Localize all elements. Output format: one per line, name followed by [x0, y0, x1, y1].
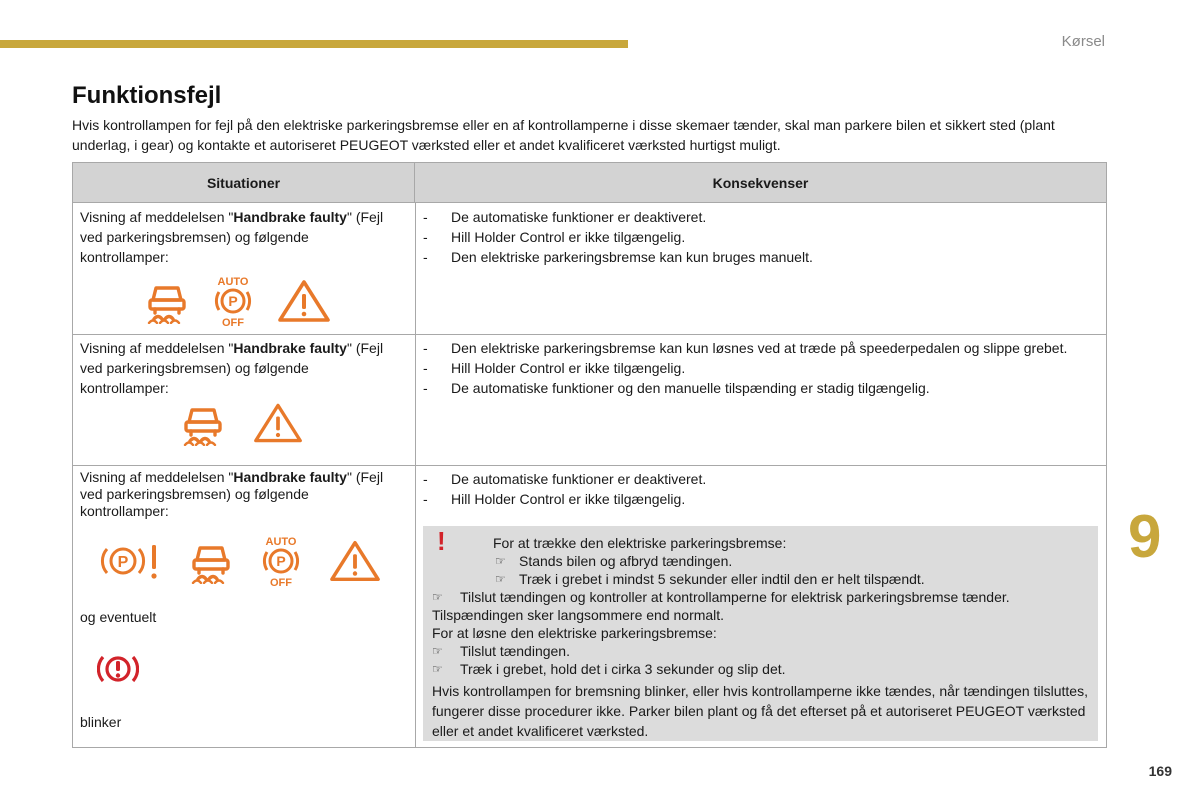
skid-control-icon [189, 538, 233, 589]
pointing-hand-icon: ☞ [495, 554, 506, 568]
section-name: Kørsel [1061, 33, 1105, 50]
procedure-note-box [423, 526, 1098, 741]
consequences-list-1 [423, 207, 1073, 267]
note-step [432, 588, 1088, 606]
brake-warning-icon [97, 651, 139, 692]
pointing-hand-icon: ☞ [432, 662, 443, 676]
situation-suffix: " (Fejl ved parkeringsbremsen) og følgende kontrollamper: [80, 469, 384, 519]
page-title: Funktionsfejl [72, 82, 222, 109]
p-label: P [117, 554, 129, 571]
header-accent-bar [0, 40, 628, 48]
indicator-icons-row-2 [181, 400, 303, 451]
note-step [432, 552, 1088, 570]
warning-triangle-icon [253, 400, 303, 451]
row-divider [73, 334, 1106, 335]
situation-prefix: Visning af meddelelsen " [80, 469, 234, 485]
note-line: For at løsne den elektriske parkeringsbremse: [432, 625, 717, 641]
list-item: - Den elektriske parkeringsbremse kan kun løsnes ved at træde på speederpedalen og slippe grebet. [423, 338, 1073, 358]
warning-triangle-icon [329, 538, 381, 589]
column-header-situations: Situationer [73, 163, 415, 203]
fault-table [72, 162, 1107, 748]
list-item: - Hill Holder Control er ikke tilgængelig. [423, 227, 1073, 247]
indicator-icons-row-1 [145, 275, 331, 332]
column-header-consequences: Konsekvenser [415, 163, 1106, 203]
pointing-hand-icon: ☞ [495, 572, 506, 586]
list-item: - De automatiske funktioner er deaktiveret. [423, 207, 1073, 227]
optional-note: og eventuelt [80, 609, 157, 625]
skid-control-icon [181, 400, 225, 451]
warning-triangle-icon [277, 278, 331, 329]
auto-parking-brake-off-icon [211, 275, 255, 332]
intro-paragraph: Hvis kontrollampen for fejl på den elektriske parkeringsbremse eller en af kontrollamperne i disse skemaer tænder, skal man parkere bilen et sikkert sted (plant underlag, i gear) og kontakte et autoriseret PEUGEOT værksted eller et andet kvalificeret værksted hurtigst muligt. [72, 117, 1055, 153]
note-line: Tilspændingen sker langsommere end normalt. [432, 607, 725, 623]
page-number: 169 [1148, 763, 1172, 779]
note-line: For at trække den elektriske parkeringsbremse: [493, 535, 787, 551]
list-item: - De automatiske funktioner og den manuelle tilspænding er stadig tilgængelig. [423, 378, 1073, 398]
situation-text-1 [80, 207, 395, 267]
note-final-paragraph: Hvis kontrollampen for bremsning blinker, eller hvis kontrollamperne ikke tændes, når tændingen tilsluttes, fungerer disse procedurer ikke. Parker bilen plant og få det efterset på et autoriseret PEUGEOT værksted eller et andet kvalificeret værksted. [432, 683, 1088, 739]
indicator-icons-row-3b [97, 651, 139, 692]
note-step [432, 642, 1088, 660]
situation-text-2 [80, 338, 395, 398]
note-step-text: Træk i grebet i mindst 5 sekunder eller indtil den er helt tilspændt. [519, 571, 925, 587]
parking-brake-fault-icon [99, 539, 163, 588]
off-label: OFF [222, 317, 244, 327]
row-divider [73, 465, 1106, 466]
note-step [432, 570, 1088, 588]
off-label: OFF [270, 577, 292, 587]
exclamation-icon: ! [437, 526, 446, 556]
indicator-icons-row-3 [99, 535, 381, 592]
situation-prefix: Visning af meddelelsen " [80, 209, 234, 225]
chapter-number: 9 [1128, 503, 1162, 570]
message-name: Handbrake faulty [233, 340, 347, 356]
situation-suffix: " (Fejl ved parkeringsbremsen) og følgende kontrollamper: [80, 340, 384, 396]
auto-label: AUTO [217, 276, 249, 288]
message-name: Handbrake faulty [233, 469, 347, 485]
column-divider [415, 203, 416, 747]
consequences-list-2 [423, 338, 1073, 398]
auto-parking-brake-off-icon [259, 535, 303, 592]
situation-prefix: Visning af meddelelsen " [80, 340, 234, 356]
note-step-text: Træk i grebet, hold det i cirka 3 sekunder og slip det. [460, 661, 786, 677]
pointing-hand-icon: ☞ [432, 590, 443, 604]
auto-label: AUTO [265, 536, 297, 548]
note-step-text: Tilslut tændingen. [460, 643, 570, 659]
list-item: - De automatiske funktioner er deaktiveret. [423, 469, 1073, 489]
message-name: Handbrake faulty [233, 209, 347, 225]
situation-suffix: " (Fejl ved parkeringsbremsen) og følgende kontrollamper: [80, 209, 384, 265]
p-label: P [228, 293, 238, 309]
note-step [432, 660, 1088, 678]
list-item: - Hill Holder Control er ikke tilgængelig. [423, 489, 1073, 509]
list-item: - Den elektriske parkeringsbremse kan kun bruges manuelt. [423, 247, 1073, 267]
blinker-note: blinker [80, 714, 122, 730]
pointing-hand-icon: ☞ [432, 644, 443, 658]
consequences-list-3 [423, 469, 1073, 509]
situation-text-3 [80, 469, 395, 520]
p-label: P [276, 553, 286, 569]
note-step-text: Stands bilen og afbryd tændingen. [519, 553, 733, 569]
list-item: - Hill Holder Control er ikke tilgængelig. [423, 358, 1073, 378]
skid-control-icon [145, 278, 189, 329]
note-step-text: Tilslut tændingen og kontroller at kontrollamperne for elektrisk parkeringsbremse tænder. [460, 589, 1010, 605]
